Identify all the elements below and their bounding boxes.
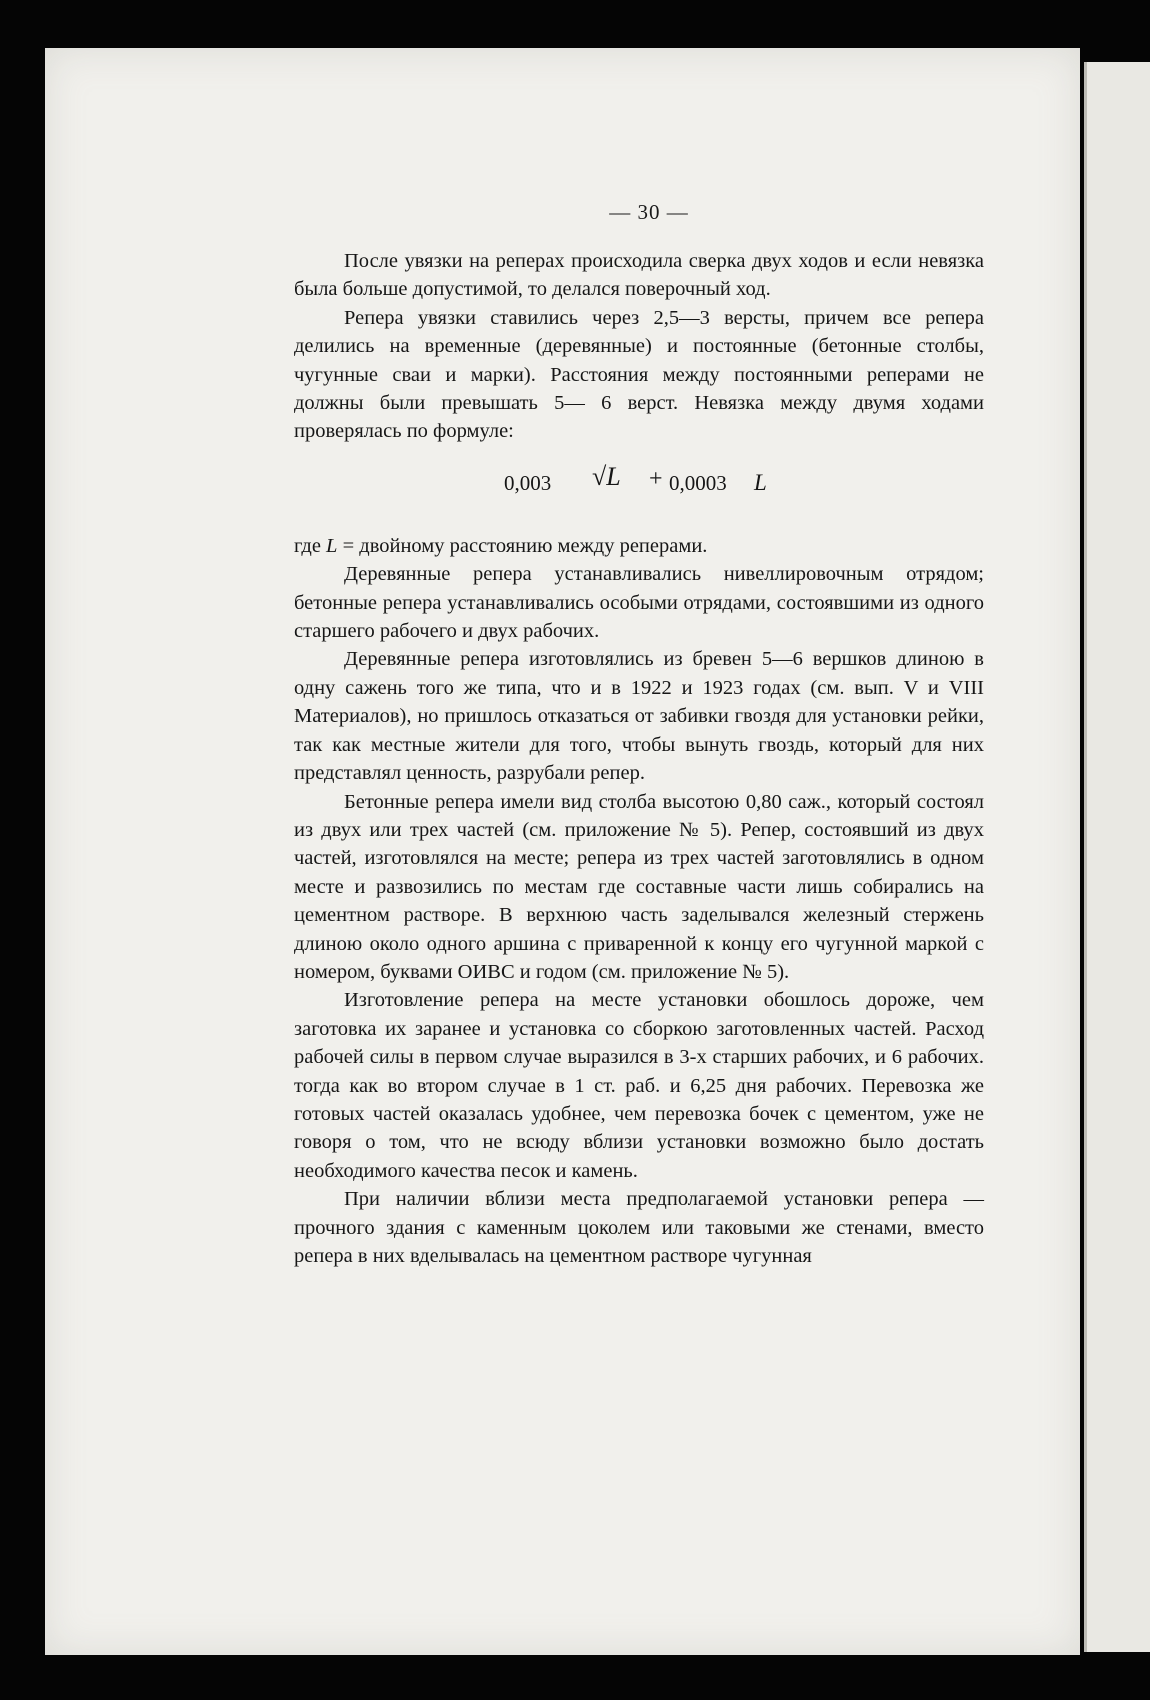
paragraph: Репера увязки ставились через 2,5—3 версты, причем все репера делились на временные (деревянные) и постоянные (бетонные столбы, чугунные сваи и марки). Расстояния между постоянными реперами не должны были превышать 5— 6 верст. Невязка между двумя ходами проверялась по формуле: <box>294 306 984 443</box>
formula-coefficient-1: 0,003 <box>504 470 552 495</box>
paragraph: При наличии вблизи места предполагаемой установки репера — прочного здания с каменным цоколем или таковыми же стенами, вместо репера в них вделывалась на цементном растворе чугунная <box>294 1188 984 1267</box>
paragraph: Деревянные репера устанавливались нивеллировочным отрядом; бетонные репера устанавливались особыми отрядами, состоявшими из одного старшего рабочего и двух рабочих. <box>294 563 984 643</box>
formula-coefficient-2: 0,0003 <box>669 470 727 495</box>
paragraph: Бетонные репера имели вид столба высотою 0,80 саж., который состоял из двух или трех частей (см. приложение № 5). Репер, состоявший из двух частей, изготовлялся на месте; репера из трех частей заготовлялись в одном месте и развозились по местам где составные части лишь собирались на цементном растворе. В верхнюю часть заделывался железный стержень длиною около одного аршина с приваренной к концу его чугунной маркой с номером, буквами ОИВС и годом (см. приложение № 5). <box>294 790 984 983</box>
paragraph: После увязки на реперах происходила сверка двух ходов и если невязка была больше допустимой, то делался поверочный ход. <box>294 250 984 301</box>
next-page-edge <box>1084 62 1150 1652</box>
formula-variable: L <box>754 469 767 495</box>
formula-note-variable: L <box>326 534 338 557</box>
page-number: — 30 — <box>609 200 689 224</box>
formula-note-prefix: где <box>294 534 327 557</box>
paragraph: Деревянные репера изготовлялись из бревен 5—6 вершков длиною в одну сажень того же типа, что и в 1922 и 1923 годах (см. вып. V и VIII Материалов), но пришлось отказаться от забивки гвоздя для установки рейки, так как местные жители для того, чтобы вынуть гвоздь, который для них представлял ценность, разрубали репер. <box>294 648 984 785</box>
formula-note <box>294 532 984 560</box>
leveling-formula <box>294 455 984 519</box>
page-body-text <box>294 247 984 1270</box>
formula-square-root: √L <box>592 461 621 491</box>
formula-plus: + <box>649 465 663 492</box>
formula-note-rest: = двойному расстоянию между реперами. <box>337 534 708 557</box>
paragraph: Изготовление репера на месте установки обошлось дороже, чем заготовка их заранее и установка со сборкою заготовленных частей. Расход рабочей силы в первом случае выразился в 3-х старших рабочих, и 6 рабочих. тогда как во втором случае в 1 ст. раб. и 6,25 дня рабочих. Перевозка же готовых частей оказалась удобнее, чем перевозка бочек с цементом, уже не говоря о том, что не всюду вблизи установки возможно было достать необходимого качества песок и камень. <box>294 989 984 1182</box>
